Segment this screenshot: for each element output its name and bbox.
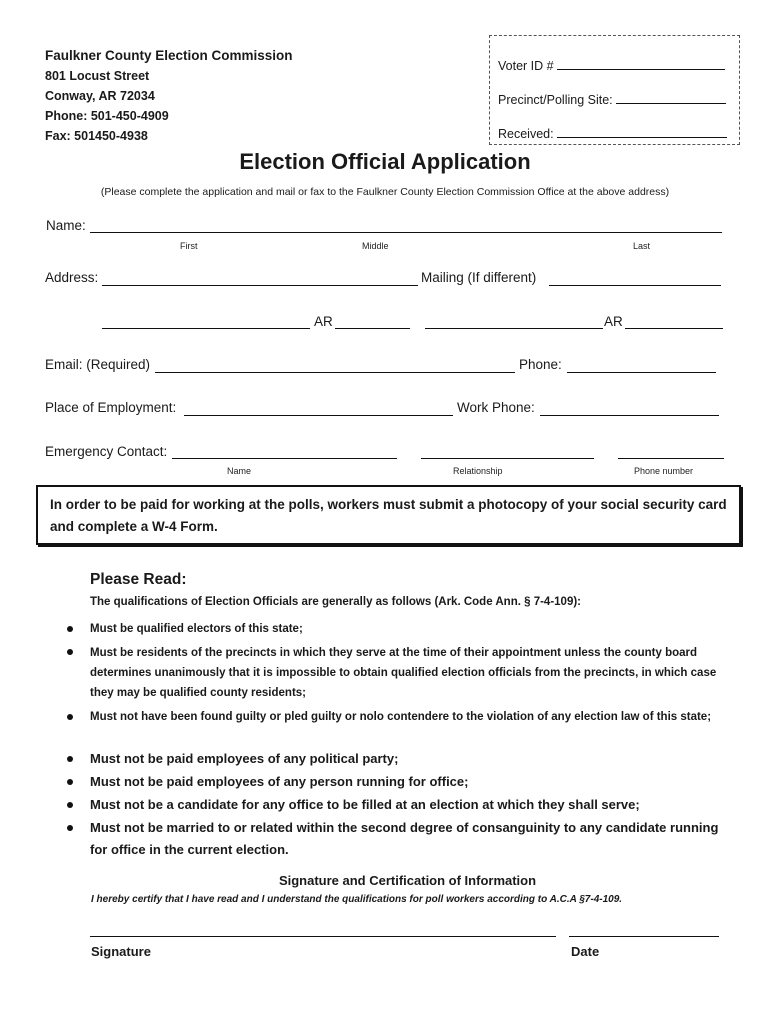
org-name: Faulkner County Election Commission bbox=[45, 48, 293, 63]
employment-field[interactable] bbox=[184, 415, 453, 416]
page-title: Election Official Application bbox=[239, 149, 531, 174]
emergency-name-field[interactable] bbox=[172, 458, 397, 459]
bullet-icon bbox=[67, 825, 73, 831]
office-phone: Phone: 501-450-4909 bbox=[45, 109, 169, 123]
name-field[interactable] bbox=[90, 232, 722, 233]
middle-caption: Middle bbox=[362, 241, 389, 251]
mailing-city-field[interactable] bbox=[425, 328, 603, 329]
first-caption: First bbox=[180, 241, 198, 251]
qualification-item: Must be qualified electors of this state; bbox=[90, 623, 303, 635]
certification-heading: Signature and Certification of Information bbox=[278, 873, 537, 888]
emergency-phone-caption: Phone number bbox=[634, 466, 694, 476]
emergency-relationship-field[interactable] bbox=[421, 458, 594, 459]
emergency-name-caption: Name bbox=[227, 466, 252, 476]
page-subtitle: (Please complete the application and mail or fax to the Faulkner County Election Commission Office at the above address) bbox=[100, 186, 670, 198]
employment-label: Place of Employment: bbox=[45, 400, 177, 415]
precinct-label: Precinct/Polling Site: bbox=[498, 93, 613, 107]
bullet-icon bbox=[67, 649, 73, 655]
emergency-label: Emergency Contact: bbox=[45, 444, 168, 459]
voter-id-field[interactable] bbox=[557, 56, 725, 70]
mailing-zip-field[interactable] bbox=[625, 328, 723, 329]
bullet-icon bbox=[67, 626, 73, 632]
bullet-icon bbox=[67, 714, 73, 720]
date-label: Date bbox=[571, 944, 600, 959]
work-phone-field[interactable] bbox=[540, 415, 719, 416]
emergency-phone-field[interactable] bbox=[618, 458, 724, 459]
voter-id-row bbox=[498, 56, 725, 73]
voter-id-label: Voter ID # bbox=[498, 59, 554, 73]
mailing-field[interactable] bbox=[549, 285, 721, 286]
address-label: Address: bbox=[45, 270, 99, 285]
qualification-item: Must not be paid employees of any political party; bbox=[90, 751, 399, 766]
emergency-relationship-caption: Relationship bbox=[453, 466, 503, 476]
mailing-label: Mailing (If different) bbox=[421, 270, 537, 285]
signature-label: Signature bbox=[91, 944, 151, 959]
street-address: 801 Locust Street bbox=[45, 69, 150, 83]
qualification-item: Must be residents of the precincts in which they serve at the time of their appointment unless the county board determines unanimously that it is impossible to obtain qualified election officials from the precincts, in which case they may be qualified county residents; bbox=[90, 647, 717, 699]
email-field[interactable] bbox=[155, 372, 515, 373]
phone-label: Phone: bbox=[519, 357, 562, 372]
received-field[interactable] bbox=[557, 124, 727, 138]
last-caption: Last bbox=[633, 241, 651, 251]
name-label: Name: bbox=[46, 218, 86, 233]
city-state-zip: Conway, AR 72034 bbox=[45, 89, 155, 103]
please-read-heading: Please Read: bbox=[90, 571, 187, 588]
address-state-label: AR bbox=[314, 314, 333, 329]
qualification-item: Must not be married to or related within the second degree of consanguinity to any candidate running for office in the current election. bbox=[90, 820, 719, 857]
qualification-item: Must not have been found guilty or pled guilty or nolo contendere to the violation of any election law of this state; bbox=[90, 711, 712, 723]
precinct-row bbox=[498, 90, 726, 107]
phone-field[interactable] bbox=[567, 372, 716, 373]
email-label: Email: (Required) bbox=[45, 357, 151, 372]
address-zip-field[interactable] bbox=[335, 328, 410, 329]
qualification-item: Must not be a candidate for any office to be filled at an election at which they shall serve; bbox=[90, 797, 640, 812]
address-city-field[interactable] bbox=[102, 328, 310, 329]
received-row bbox=[498, 124, 727, 141]
certification-statement: I hereby certify that I have read and I understand the qualifications for poll workers according to A.C.A §7-4-109. bbox=[91, 894, 623, 905]
qualifications-intro: The qualifications of Election Officials are generally as follows (Ark. Code Ann. § 7-4-109): bbox=[90, 596, 581, 608]
work-phone-label: Work Phone: bbox=[457, 400, 535, 415]
received-label: Received: bbox=[498, 127, 554, 141]
office-fax: Fax: 501450-4938 bbox=[45, 129, 148, 143]
signature-field[interactable] bbox=[90, 936, 556, 937]
address-field[interactable] bbox=[102, 285, 418, 286]
mailing-state-label: AR bbox=[604, 314, 623, 329]
bullet-icon bbox=[67, 802, 73, 808]
bullet-icon bbox=[67, 779, 73, 785]
date-field[interactable] bbox=[569, 936, 719, 937]
payment-notice: In order to be paid for working at the polls, workers must submit a photocopy of your social security card and complete a W-4 Form. bbox=[36, 485, 741, 545]
precinct-field[interactable] bbox=[616, 90, 726, 104]
qualification-item: Must not be paid employees of any person running for office; bbox=[90, 774, 469, 789]
bullet-icon bbox=[67, 756, 73, 762]
